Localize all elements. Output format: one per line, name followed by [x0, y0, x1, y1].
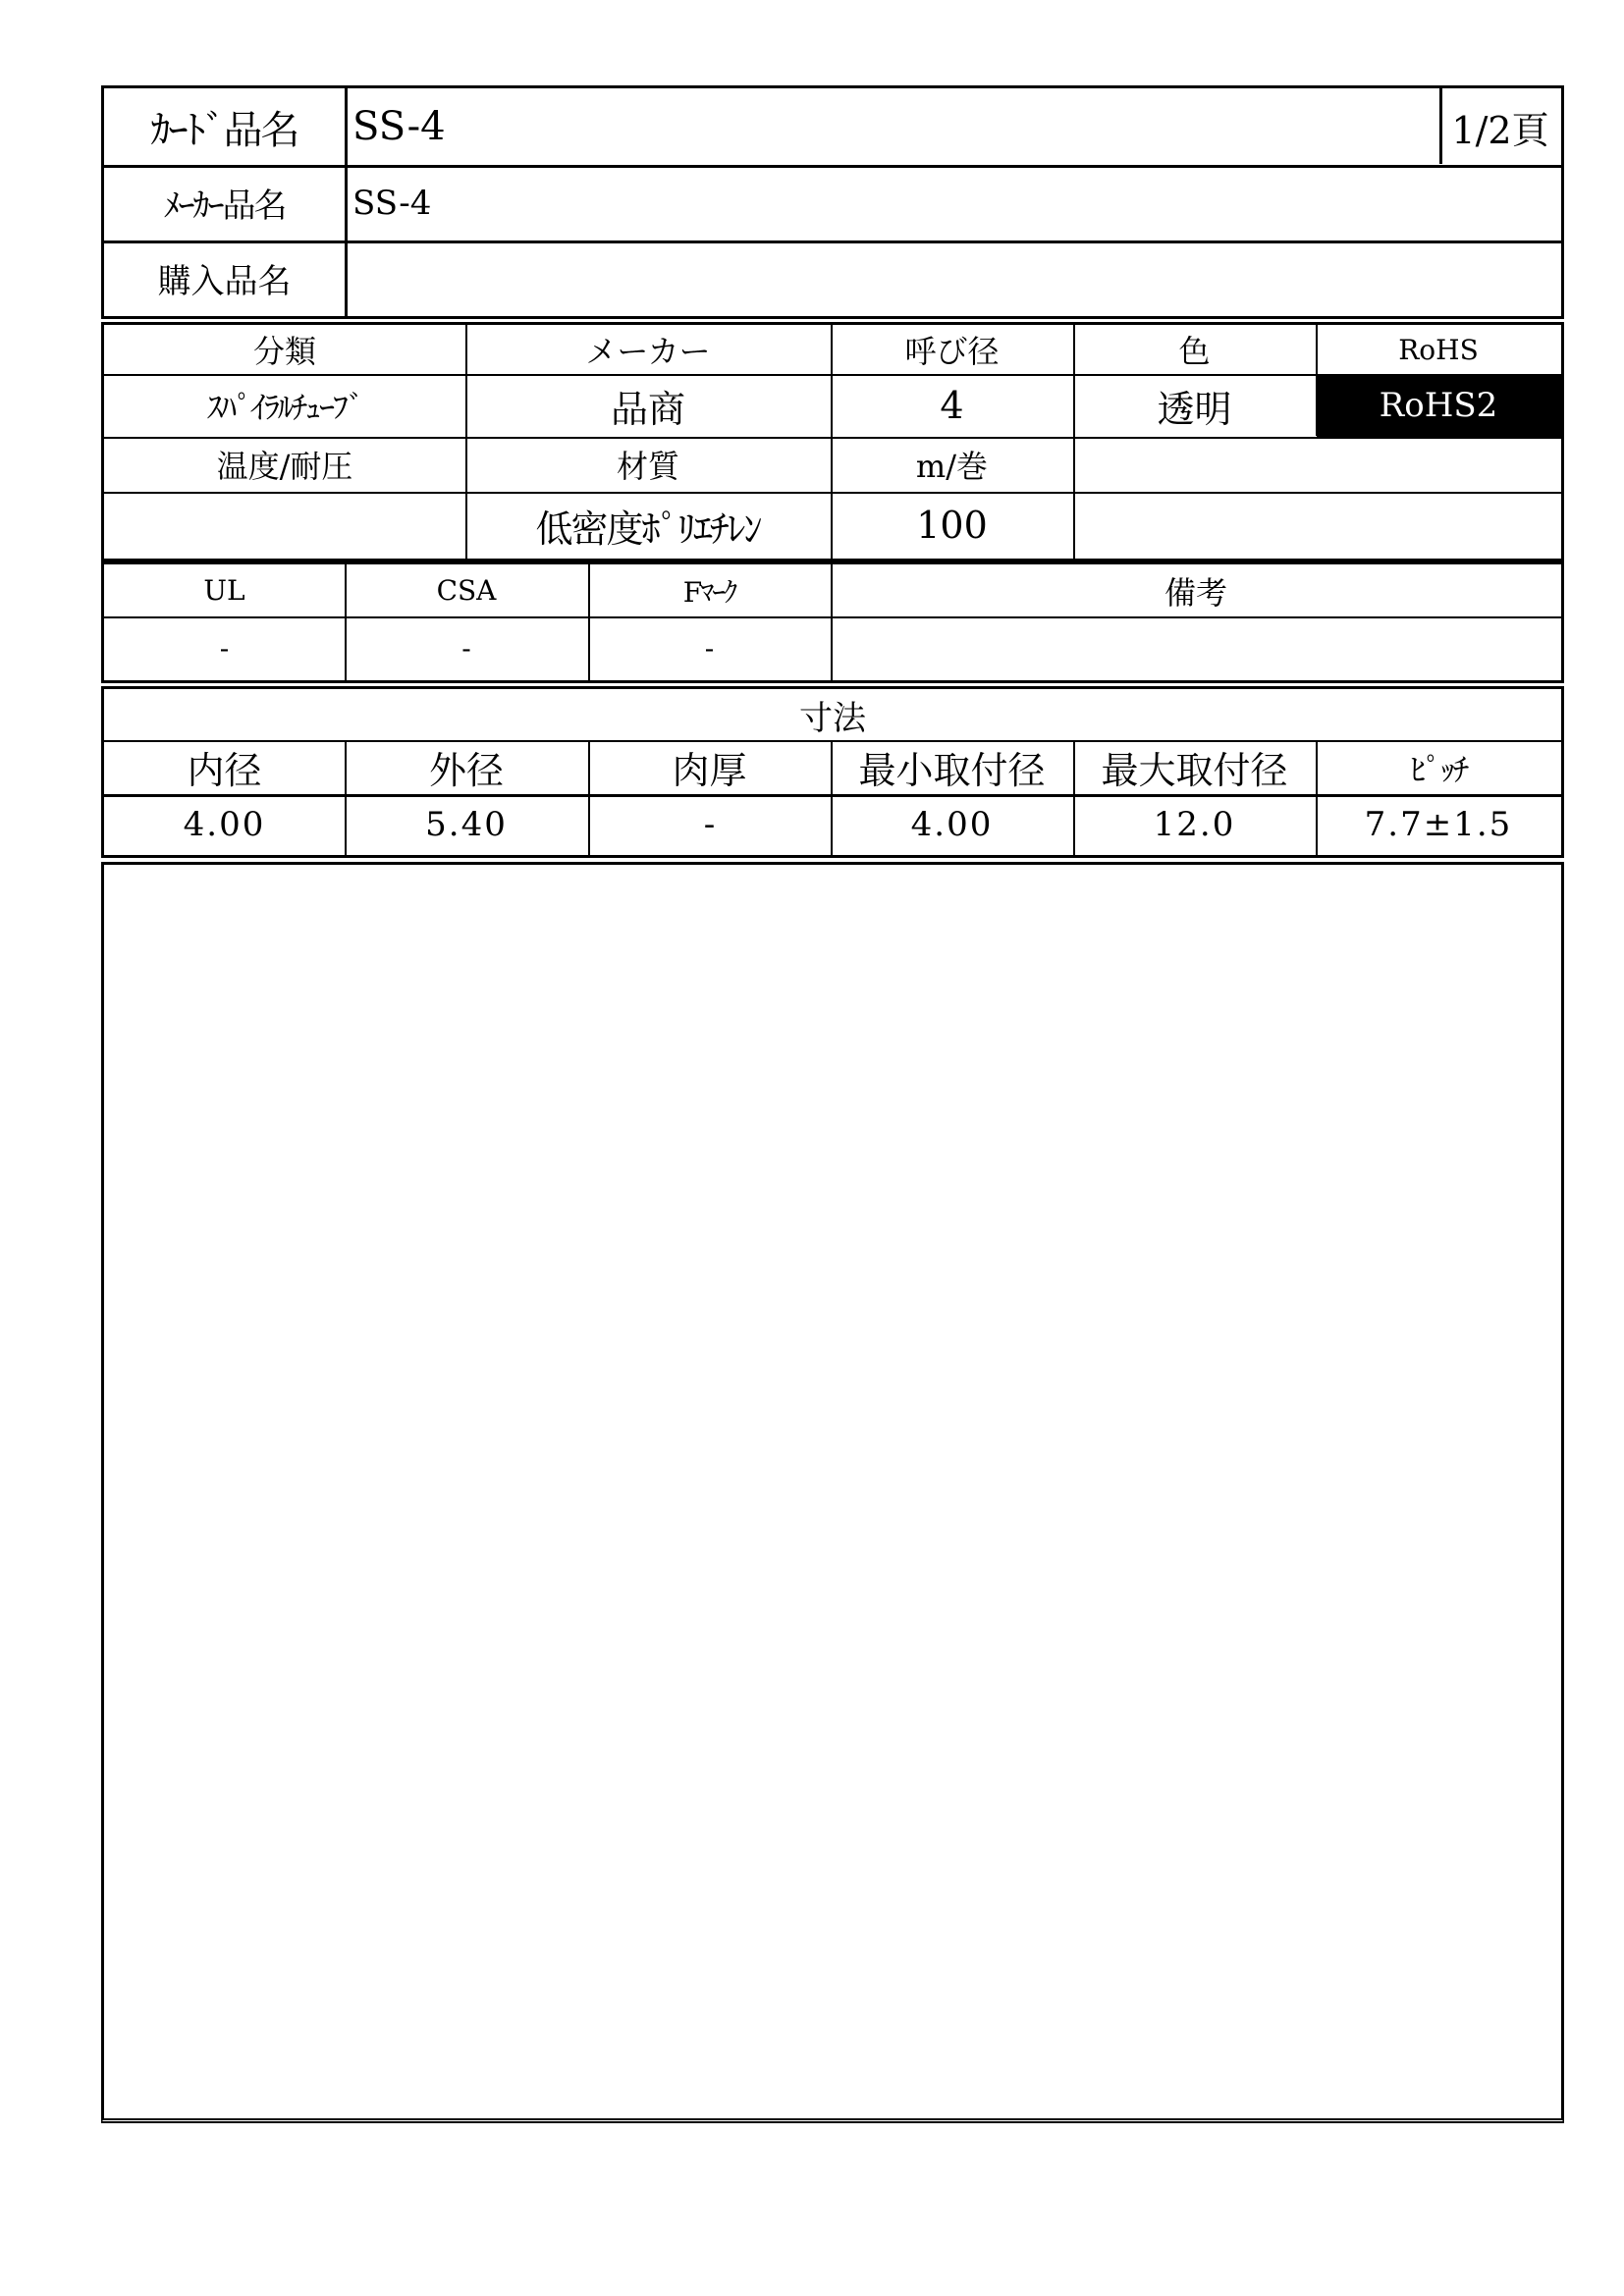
material-label: 材質: [616, 448, 679, 485]
wall-thickness-header: 肉厚: [672, 749, 747, 792]
ul-label: UL: [203, 574, 245, 607]
length-per-roll-value: 100: [916, 504, 988, 547]
f-mark-value: -: [704, 632, 715, 665]
purchase-name-value: [345, 240, 1552, 316]
drawing-area: [101, 862, 1564, 2123]
dimensions-title: 寸法: [799, 698, 866, 738]
maker-name-label: ﾒｰｶｰ品名: [163, 187, 286, 226]
ul-value: -: [219, 632, 230, 665]
f-mark-label: Fﾏｰｸ: [682, 575, 736, 609]
max-mount-diameter-header: 最大取付径: [1101, 749, 1288, 792]
length-per-roll-label: m/巻: [915, 448, 989, 485]
category-value: ｽﾊﾟｲﾗﾙﾁｭｰﾌﾞ: [206, 389, 362, 426]
pitch-value: 7.7±1.5: [1364, 805, 1513, 844]
min-mount-diameter-header: 最小取付径: [858, 749, 1046, 792]
color-value: 透明: [1157, 387, 1232, 431]
maker-value: 品商: [610, 387, 685, 431]
remarks-label: 備考: [1164, 573, 1227, 612]
header-block: [101, 85, 1564, 319]
page-indicator: 1/2頁: [1451, 108, 1549, 152]
spec-block: [101, 322, 1564, 561]
csa-label: CSA: [436, 574, 497, 607]
csa-value: -: [461, 632, 471, 665]
min-mount-diameter-value: 4.00: [910, 805, 994, 844]
maker-name-value: SS-4: [352, 183, 432, 223]
spec-sheet: [101, 85, 1564, 2127]
material-value: 低密度ﾎﾟﾘｴﾁﾚﾝ: [535, 507, 761, 551]
temperature-pressure-value: [104, 492, 465, 559]
temperature-pressure-label: 温度/耐圧: [216, 448, 353, 485]
card-name-label: ｶｰﾄﾞ品名: [150, 107, 298, 153]
nominal-diameter-label: 呼び径: [904, 333, 1000, 370]
dimensions-block: [101, 686, 1564, 858]
remarks-value: [831, 616, 1561, 680]
max-mount-diameter-value: 12.0: [1153, 805, 1236, 844]
pitch-header: ﾋﾟｯﾁ: [1409, 750, 1467, 788]
nominal-diameter-value: 4: [940, 384, 964, 427]
card-name-value: SS-4: [352, 104, 446, 149]
purchase-name-label: 購入品名: [157, 262, 292, 301]
rohs-label: RoHS: [1398, 333, 1479, 366]
outer-diameter-value: 5.40: [425, 805, 508, 844]
outer-diameter-header: 外径: [428, 749, 504, 792]
color-label: 色: [1178, 333, 1211, 370]
standards-block: [101, 561, 1564, 683]
category-label: 分類: [252, 333, 316, 370]
rohs-value: RoHS2: [1379, 386, 1498, 425]
wall-thickness-value: -: [703, 805, 716, 844]
inner-diameter-value: 4.00: [183, 805, 266, 844]
maker-label: メーカー: [585, 333, 711, 370]
inner-diameter-header: 内径: [187, 749, 262, 792]
